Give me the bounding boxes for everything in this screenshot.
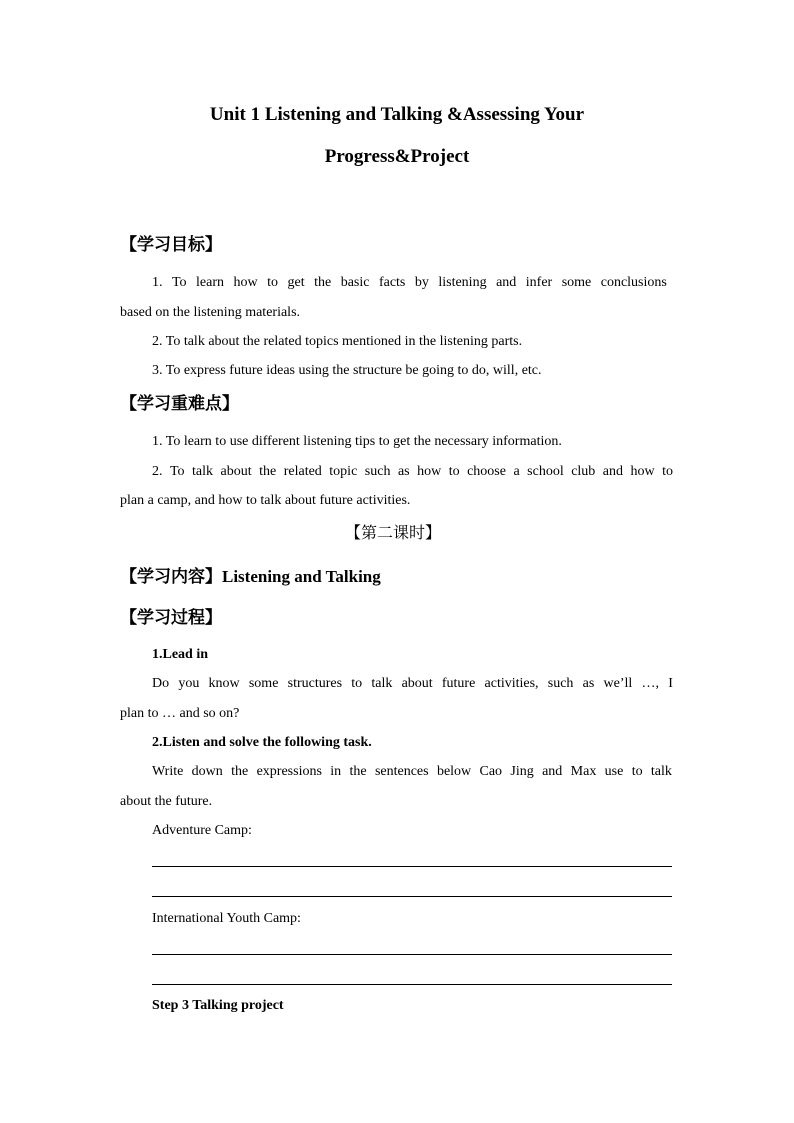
step2-line2: about the future. — [120, 794, 213, 809]
word: activities, — [484, 676, 539, 691]
word: you — [178, 676, 200, 691]
word: as — [397, 464, 410, 479]
adventure-camp-label: Adventure Camp: — [152, 823, 252, 838]
word: a — [513, 464, 520, 479]
word: Do — [152, 676, 170, 691]
content-row — [120, 562, 381, 587]
step1-line1 — [152, 676, 673, 692]
word: …, — [641, 676, 659, 691]
word: future — [441, 676, 476, 691]
step2-title: 2.Listen and solve the following task. — [152, 735, 372, 750]
word: related — [283, 464, 322, 479]
word: to — [631, 764, 643, 779]
word: some — [561, 275, 592, 290]
word: get — [287, 275, 305, 290]
word: how — [417, 464, 442, 479]
word: facts — [378, 275, 406, 290]
answer-line — [152, 954, 672, 955]
step1-title: 1.Lead in — [152, 647, 209, 662]
key-point-item-1: 1. To learn to use different listening tips to get the necessary information. — [152, 434, 562, 449]
word: such — [364, 464, 391, 479]
word: conclusions — [600, 275, 667, 290]
word: Cao — [479, 764, 503, 779]
word: listening — [438, 275, 487, 290]
key-points-heading: 【学习重难点】 — [120, 394, 239, 414]
step3-title: Step 3 Talking project — [152, 998, 284, 1013]
word: to — [267, 275, 279, 290]
objectives-heading: 【学习目标】 — [120, 235, 222, 255]
word: Max — [570, 764, 597, 779]
word: I — [668, 676, 673, 691]
answer-line — [152, 896, 672, 897]
word: to — [448, 464, 460, 479]
word: 2. — [152, 464, 163, 479]
word: we’ll — [603, 676, 633, 691]
word: such — [547, 676, 574, 691]
international-youth-camp-label: International Youth Camp: — [152, 911, 301, 926]
word: how — [630, 464, 655, 479]
content-heading: 【学习内容】 — [120, 567, 222, 587]
word: the — [231, 764, 249, 779]
word: To — [171, 275, 187, 290]
document-title-line1: Unit 1 Listening and Talking &Assessing Your — [209, 104, 585, 125]
word: sentences — [374, 764, 429, 779]
word: talk — [371, 676, 393, 691]
answer-line — [152, 866, 672, 867]
word: talk — [192, 464, 214, 479]
process-heading: 【学习过程】 — [120, 608, 222, 628]
word: basic — [340, 275, 370, 290]
word: know — [208, 676, 240, 691]
word: in — [330, 764, 342, 779]
word: to — [662, 464, 673, 479]
word: club — [571, 464, 596, 479]
word: choose — [467, 464, 506, 479]
word: talk — [650, 764, 672, 779]
word: school — [527, 464, 564, 479]
answer-line — [152, 984, 672, 985]
word: down — [191, 764, 223, 779]
word: to — [351, 676, 363, 691]
word: and — [602, 464, 624, 479]
word: expressions — [256, 764, 322, 779]
word: the — [349, 764, 367, 779]
word: the — [314, 275, 332, 290]
word: some — [248, 676, 279, 691]
word: about — [220, 464, 252, 479]
word: structures — [287, 676, 343, 691]
word: the — [259, 464, 277, 479]
word: Jing — [510, 764, 534, 779]
objective-item-1-line2: based on the listening materials. — [120, 305, 301, 320]
key-point-item-2-line2: plan a camp, and how to talk about future activities. — [120, 493, 411, 508]
word: To — [169, 464, 185, 479]
key-point-item-2-line1 — [152, 464, 673, 480]
objective-item-2: 2. To talk about the related topics mentioned in the listening parts. — [152, 334, 523, 349]
word: below — [436, 764, 472, 779]
step1-line2: plan to … and so on? — [120, 706, 240, 721]
word: infer — [525, 275, 553, 290]
lesson-label: 【第二课时】 — [345, 523, 442, 542]
objective-item-1-line1 — [152, 275, 667, 291]
word: about — [401, 676, 433, 691]
word: as — [582, 676, 595, 691]
word: Write — [152, 764, 184, 779]
word: and — [542, 764, 563, 779]
word: by — [414, 275, 429, 290]
word: 1. — [152, 275, 163, 290]
objective-item-3: 3. To express future ideas using the structure be going to do, will, etc. — [152, 363, 542, 378]
step2-line1 — [152, 764, 672, 780]
word: learn — [196, 275, 225, 290]
word: use — [604, 764, 624, 779]
word: how — [233, 275, 258, 290]
document-title-line2: Progress&Project — [324, 146, 470, 167]
content-value: Listening and Talking — [222, 567, 381, 586]
word: topic — [329, 464, 358, 479]
word: and — [496, 275, 517, 290]
